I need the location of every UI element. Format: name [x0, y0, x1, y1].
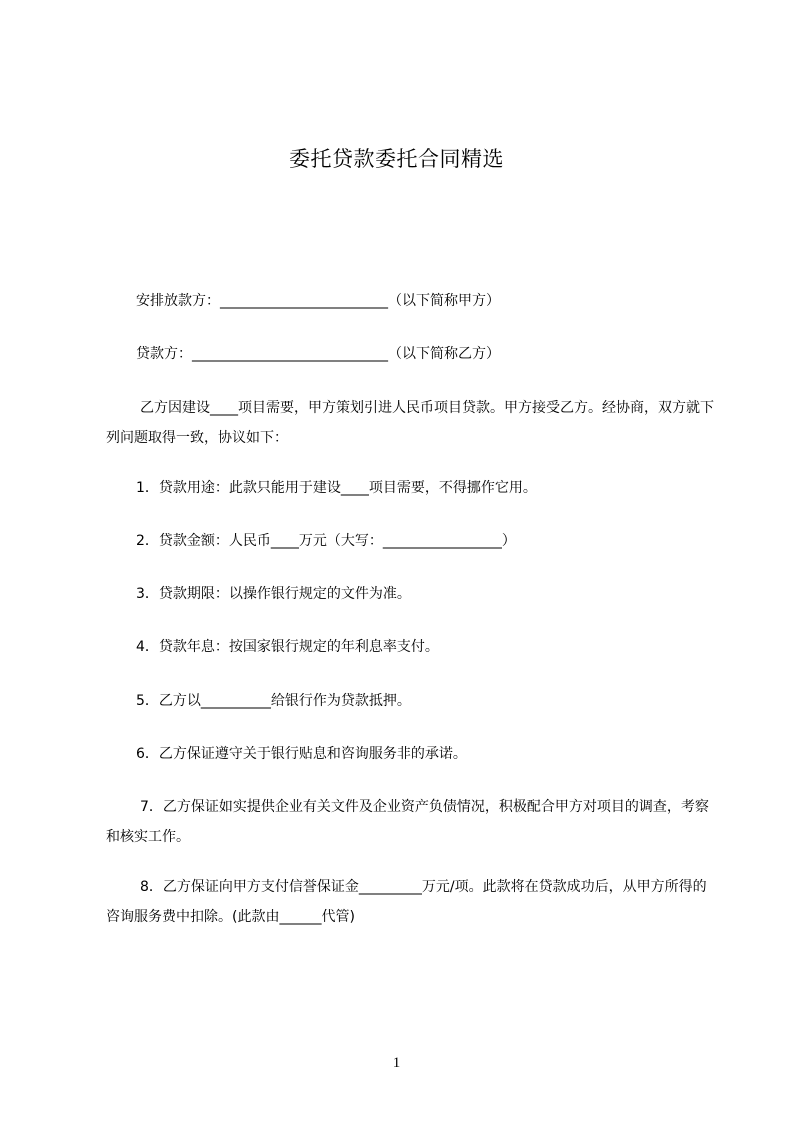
paragraph-intro: 乙方因建设____项目需要，甲方策划引进人民币项目贷款。甲方接受乙方。经协商，双方就下列问题取得一致，协议如下：: [106, 400, 714, 446]
clause-3: 3．贷款期限：以操作银行规定的文件为准。: [136, 586, 411, 602]
paragraph-lender: 安排放款方：________________________（以下简称甲方）: [136, 293, 500, 309]
clause-6: 6．乙方保证遵守关于银行贴息和咨询服务非的承诺。: [136, 746, 467, 762]
clause-5: 5．乙方以__________给银行作为贷款抵押。: [136, 693, 411, 709]
page-number: 1: [392, 1055, 401, 1071]
clause-7: 7．乙方保证如实提供企业有关文件及企业资产负债情况，积极配合甲方对项目的调查，考察和核实工作。: [106, 799, 709, 845]
clause-8: 8．乙方保证向甲方支付信誉保证金_________万元/项。此款将在贷款成功后，从甲方所得的咨询服务费中扣除。(此款由______代管): [106, 879, 707, 925]
clause-2: 2．贷款金额：人民币____万元（大写：_________________）: [136, 533, 516, 549]
clause-1: 1．贷款用途：此款只能用于建设____项目需要，不得挪作它用。: [136, 480, 537, 496]
document-title: 委托贷款委托合同精选: [289, 147, 504, 171]
paragraph-borrower: 贷款方：____________________________（以下简称乙方）: [136, 346, 500, 362]
clause-4: 4．贷款年息：按国家银行规定的年利息率支付。: [136, 639, 439, 655]
